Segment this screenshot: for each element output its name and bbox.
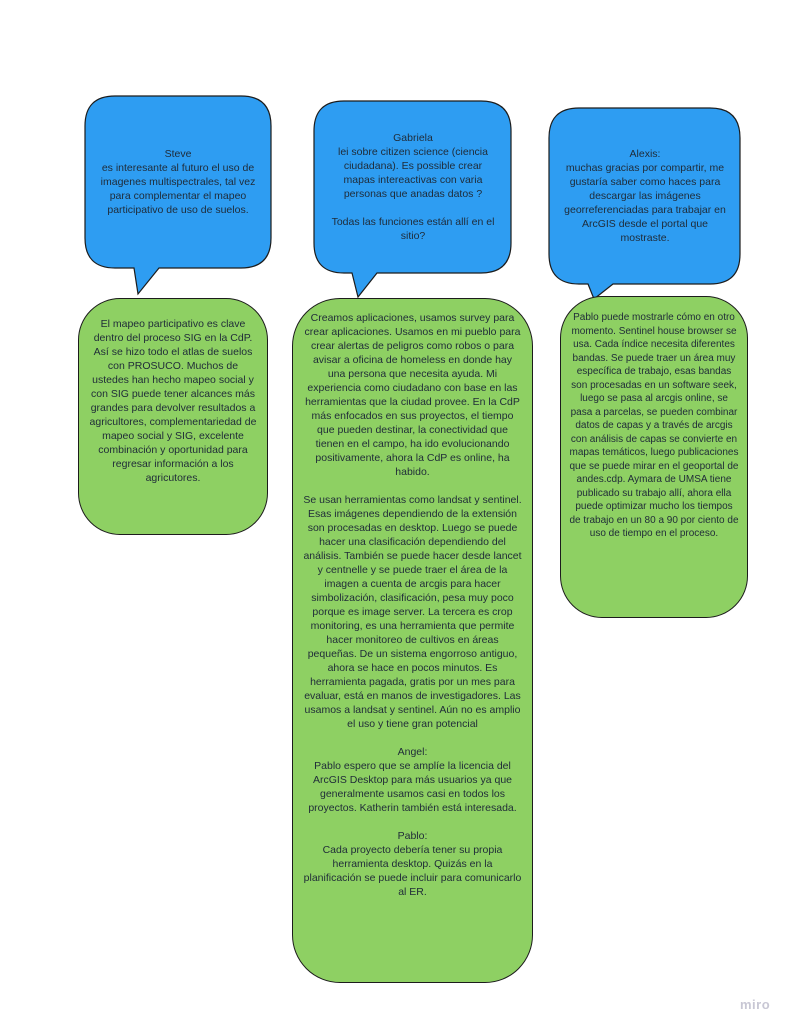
author-name: Angel: — [397, 746, 428, 758]
speech-bubble-text — [84, 95, 272, 268]
comment-text: es interesante al futuro el uso de imagenes multispectrales, tal vez para complementar el mapeo participativo de uso de suelos. — [100, 161, 256, 216]
speech-bubble-gabriela[interactable] — [313, 100, 513, 305]
miro-watermark: miro — [740, 997, 771, 1012]
reply-text: Pablo espero que se amplíe la licencia del ArcGIS Desktop para más usuarios ya que generalmente usamos casi en todos los proyectos. Katherin también está interesada. — [308, 760, 517, 814]
comment-text: Todas las funciones están allí en el sitio? — [331, 215, 495, 242]
reply-bubble-center[interactable] — [292, 298, 533, 983]
comment-text: lei sobre citizen science (ciencia ciudadana). Es possible crear mapas intereactivas con varia personas que anadas datos ? — [338, 145, 488, 200]
speech-bubble-alexis[interactable] — [548, 107, 742, 307]
author-name: Gabriela — [393, 131, 433, 144]
comment-text: muchas gracias por compartir, me gustaría saber como haces para descargar las imágenes georreferenciadas para trabajar en ArcGIS desde el portal que mostraste. — [564, 161, 726, 244]
reply-text: Creamos aplicaciones, usamos survey para crear aplicaciones. Usamos en mi pueblo para crear alertas de peligros como robos o para avisar a oficina de homeless en donde hay una persona que necesita ayuda. Mi experiencia como ciudadano con base en las herramientas que la ciudad provee. En la CdP más enfocados en sus proyectos, el tiempo que pueden destinar, la conectividad que tienen en el campo, ha ido evolucionando positivamente, ahora la CdP es online, ha habido. — [304, 312, 521, 478]
author-name: Pablo: — [397, 830, 428, 842]
speech-bubble-steve[interactable] — [84, 95, 272, 300]
reply-bubble-left[interactable] — [78, 298, 268, 535]
speech-bubble-text — [548, 107, 742, 284]
reply-text: El mapeo participativo es clave dentro del proceso SIG en la CdP. Así se hizo todo el atlas de suelos con PROSUCO. Muchos de ustedes han hecho mapeo social y con SIG puede tener alcances más grandes para devolver resultados a agricultores, complementariedad de mapeo social y SIG, excelente combinación y oportunidad para regresar información a los agricutores. — [89, 318, 257, 484]
reply-text: Cada proyecto debería tener su propia herramienta desktop. Quizás en la planificación se puede incluir para comunicarlo al ER. — [303, 844, 522, 898]
reply-text: Pablo puede mostrarle cómo en otro momento. Sentinel house browser se usa. Cada índice necesita diferentes bandas. Se puede traer un área muy específica de trabajo, esas bandas son procesadas en un software seek, luego se pasa al arcgis online, se pasa a parcelas, se pueden combinar datos de capas y a través de arcgis con análisis de capas se convierte en mapas temáticos, luego publicaciones que se puede mirar en el geoportal de andes.cdp. Aymara de UMSA tiene publicado su trabajo allí, ahora ella puede optimizar mucho los tiempos de trabajo en un 80 a 90 por ciento de uso de tiempo en el proceso. — [569, 312, 739, 539]
speech-bubble-text — [313, 100, 513, 273]
author-name: Alexis: — [629, 147, 661, 160]
reply-bubble-right[interactable] — [560, 296, 748, 618]
reply-text: Se usan herramientas como landsat y sentinel. Esas imágenes dependiendo de la extensión son procesadas en desktop. Luego se puede hacer una clasificación dependiendo del análisis. También se puede hacer desde lancet y centnelle y se puede traer el área de la imagen a cuenta de arcgis para hacer simbolización, clasificación, pesa muy poco porque es image server. La tercera es crop monitoring, es una herramienta que permite hacer monitoreo de cultivos en áreas pequeñas. De un sistema engorroso antiguo, ahora se hace en pocos minutos. Es herramienta pagada, gratis por un mes para evaluar, está en manos de investigadores. Las usamos a landsat y sentinel. Aún no es amplio el uso y tiene gran potencial — [303, 494, 522, 730]
author-name: Steve — [164, 147, 192, 160]
